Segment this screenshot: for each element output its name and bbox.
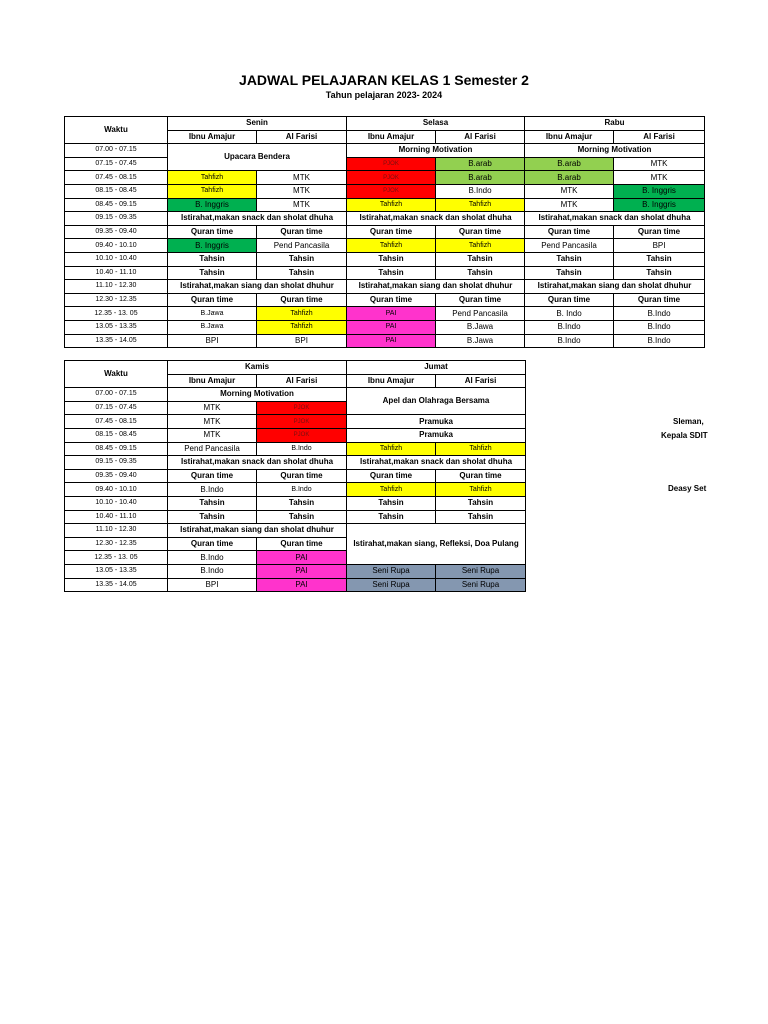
lesson-cell: BPI: [168, 334, 257, 348]
table-row: [65, 334, 705, 348]
time-cell: 08.15 - 08.45: [65, 184, 168, 198]
page-title: JADWAL PELAJARAN KELAS 1 Semester 2: [239, 72, 529, 88]
lesson-cell: Pend Pancasila: [525, 239, 614, 253]
time-cell: 09.40 - 10.10: [65, 483, 168, 497]
time-cell: 10.40 - 11.10: [65, 266, 168, 280]
class-header: Al Farisi: [257, 130, 347, 144]
lesson-cell: MTK: [168, 415, 257, 429]
lesson-cell: B.Indo: [436, 184, 525, 198]
time-cell: 08.45 - 09.15: [65, 442, 168, 456]
lesson-cell: B.Indo: [168, 564, 257, 578]
class-header: Ibnu Amajur: [347, 374, 436, 388]
time-cell: 08.15 - 08.45: [65, 428, 168, 442]
time-cell: 13.05 - 13.35: [65, 564, 168, 578]
class-header: Ibnu Amajur: [168, 130, 257, 144]
table-row: [65, 293, 705, 307]
lesson-cell: Pramuka: [347, 428, 526, 442]
lesson-cell: Tahsin: [257, 496, 347, 510]
table-row: [65, 428, 526, 442]
lesson-cell: Quran time: [257, 537, 347, 551]
lesson-cell: Quran time: [257, 293, 347, 307]
lesson-cell: Tahsin: [614, 266, 705, 280]
time-cell: 10.10 - 10.40: [65, 252, 168, 266]
table-row: [65, 212, 705, 226]
lesson-cell: Istirahat,makan snack dan sholat dhuha: [347, 456, 526, 470]
lesson-cell: B.arab: [525, 171, 614, 185]
table-row: [65, 456, 526, 470]
lesson-cell: Quran time: [614, 225, 705, 239]
lesson-cell: Tahsin: [168, 266, 257, 280]
lesson-cell: Quran time: [525, 293, 614, 307]
lesson-cell: Upacara Bendera: [168, 144, 347, 171]
day-header-jumat: Jumat: [347, 361, 526, 375]
table-row: [65, 524, 526, 538]
time-cell: 11.10 - 12.30: [65, 524, 168, 538]
signature-name: Deasy Set: [668, 484, 707, 493]
lesson-cell: B. Inggris: [168, 198, 257, 212]
lesson-cell: Tahsin: [436, 266, 525, 280]
lesson-cell: Quran time: [168, 293, 257, 307]
lesson-cell: B.Indo: [614, 334, 705, 348]
table-row: [65, 469, 526, 483]
lesson-cell: Tahfizh: [347, 442, 436, 456]
time-cell: 08.45 - 09.15: [65, 198, 168, 212]
time-cell: 09.35 - 09.40: [65, 225, 168, 239]
time-cell: 12.35 - 13. 05: [65, 307, 168, 321]
lesson-cell: Tahsin: [436, 252, 525, 266]
table-row: [65, 266, 705, 280]
time-cell: 07.15 - 07.45: [65, 157, 168, 171]
time-cell: 13.05 - 13.35: [65, 320, 168, 334]
class-header: Ibnu Amajur: [525, 130, 614, 144]
time-cell: 13.35 - 14.05: [65, 578, 168, 592]
class-header: Al Farisi: [257, 374, 347, 388]
lesson-cell: Quran time: [436, 293, 525, 307]
waktu-header: Waktu: [65, 361, 168, 388]
lesson-cell: Seni Rupa: [347, 564, 436, 578]
lesson-cell: BPI: [257, 334, 347, 348]
day-header-selasa: Selasa: [347, 117, 525, 131]
lesson-cell: Quran time: [257, 225, 347, 239]
lesson-cell: Tahsin: [168, 496, 257, 510]
time-cell: 12.30 - 12.35: [65, 537, 168, 551]
lesson-cell: Morning Motivation: [168, 388, 347, 402]
lesson-cell: B.Jawa: [168, 307, 257, 321]
page-subtitle: Tahun pelajaran 2023- 2024: [325, 90, 443, 100]
signature-role: Kepala SDIT: [661, 431, 708, 440]
lesson-cell: PAI: [347, 320, 436, 334]
table-row: [65, 510, 526, 524]
lesson-cell: Quran time: [168, 469, 257, 483]
lesson-cell: Pend Pancasila: [257, 239, 347, 253]
lesson-cell: PJOK: [347, 184, 436, 198]
lesson-cell: Tahsin: [257, 252, 347, 266]
table-row: [65, 252, 705, 266]
lesson-cell: MTK: [525, 184, 614, 198]
lesson-cell: Tahsin: [614, 252, 705, 266]
lesson-cell: Tahfizh: [257, 307, 347, 321]
lesson-cell: Tahfizh: [347, 483, 436, 497]
lesson-cell: PAI: [257, 578, 347, 592]
lesson-cell: Pend Pancasila: [436, 307, 525, 321]
table-row: [65, 225, 705, 239]
lesson-cell: PAI: [347, 307, 436, 321]
lesson-cell: B.Indo: [168, 483, 257, 497]
lesson-cell: Tahfizh: [436, 483, 526, 497]
time-cell: 07.00 - 07.15: [65, 388, 168, 402]
lesson-cell: Tahfizh: [257, 320, 347, 334]
lesson-cell: B. Inggris: [614, 184, 705, 198]
day-header-rabu: Rabu: [525, 117, 705, 131]
lesson-cell: B.Jawa: [436, 320, 525, 334]
day-header-senin: Senin: [168, 117, 347, 131]
lesson-cell: BPI: [614, 239, 705, 253]
table-row: [65, 388, 526, 402]
lesson-cell: Tahsin: [257, 510, 347, 524]
class-header: Ibnu Amajur: [168, 374, 257, 388]
lesson-cell: Quran time: [257, 469, 347, 483]
lesson-cell: Tahsin: [525, 252, 614, 266]
lesson-cell: Tahfizh: [168, 171, 257, 185]
lesson-cell: PJOK: [257, 415, 347, 429]
lesson-cell: MTK: [614, 157, 705, 171]
lesson-cell: Tahfizh: [436, 198, 525, 212]
time-cell: 13.35 - 14.05: [65, 334, 168, 348]
lesson-cell: Tahfizh: [347, 239, 436, 253]
lesson-cell: Seni Rupa: [436, 564, 526, 578]
lesson-cell: Tahfizh: [436, 442, 526, 456]
lesson-cell: Morning Motivation: [347, 144, 525, 158]
lesson-cell: Apel dan Olahraga Bersama: [347, 388, 526, 415]
lesson-cell: Quran time: [347, 469, 436, 483]
lesson-cell: B.arab: [525, 157, 614, 171]
class-header: Ibnu Amajur: [347, 130, 436, 144]
lesson-cell: MTK: [257, 198, 347, 212]
lesson-cell: B.Indo: [614, 307, 705, 321]
lesson-cell: B.Indo: [168, 551, 257, 565]
table-row: [65, 157, 705, 171]
class-header: Al Farisi: [614, 130, 705, 144]
day-header-kamis: Kamis: [168, 361, 347, 375]
lesson-cell: PJOK: [257, 428, 347, 442]
lesson-cell: Quran time: [436, 225, 525, 239]
lesson-cell: Tahsin: [436, 510, 526, 524]
table-row: [65, 496, 526, 510]
lesson-cell: PJOK: [347, 157, 436, 171]
lesson-cell: Quran time: [347, 225, 436, 239]
time-cell: 07.15 - 07.45: [65, 401, 168, 415]
lesson-cell: PAI: [347, 334, 436, 348]
lesson-cell: Morning Motivation: [525, 144, 705, 158]
lesson-cell: Quran time: [525, 225, 614, 239]
lesson-cell: Quran time: [614, 293, 705, 307]
lesson-cell: Tahsin: [347, 510, 436, 524]
class-header: Al Farisi: [436, 130, 525, 144]
lesson-cell: MTK: [614, 171, 705, 185]
lesson-cell: Tahsin: [347, 266, 436, 280]
lesson-cell: B.Jawa: [436, 334, 525, 348]
signature-place: Sleman,: [673, 417, 704, 426]
table-row: [65, 578, 526, 592]
time-cell: 09.15 - 09.35: [65, 456, 168, 470]
lesson-cell: PAI: [257, 564, 347, 578]
lesson-cell: Istirahat,makan siang, Refleksi, Doa Pulang: [347, 524, 526, 565]
time-cell: 09.35 - 09.40: [65, 469, 168, 483]
class-header: Al Farisi: [436, 374, 526, 388]
lesson-cell: Quran time: [168, 537, 257, 551]
lesson-cell: Istirahat,makan siang dan sholat dhuhur: [168, 524, 347, 538]
lesson-cell: B.arab: [436, 171, 525, 185]
time-cell: 11.10 - 12.30: [65, 280, 168, 294]
lesson-cell: Istirahat,makan siang dan sholat dhuhur: [347, 280, 525, 294]
lesson-cell: Tahfizh: [436, 239, 525, 253]
lesson-cell: B.arab: [436, 157, 525, 171]
table-row: [65, 184, 705, 198]
lesson-cell: Tahfizh: [347, 198, 436, 212]
lesson-cell: Quran time: [347, 293, 436, 307]
table-row: [65, 198, 705, 212]
lesson-cell: Tahsin: [168, 510, 257, 524]
lesson-cell: Quran time: [168, 225, 257, 239]
lesson-cell: Tahsin: [525, 266, 614, 280]
lesson-cell: MTK: [257, 184, 347, 198]
lesson-cell: Istirahat,makan snack dan sholat dhuha: [168, 212, 347, 226]
lesson-cell: Tahsin: [436, 496, 526, 510]
lesson-cell: Pramuka: [347, 415, 526, 429]
lesson-cell: Seni Rupa: [347, 578, 436, 592]
time-cell: 12.35 - 13. 05: [65, 551, 168, 565]
waktu-header: Waktu: [65, 117, 168, 144]
lesson-cell: B.Jawa: [168, 320, 257, 334]
time-cell: 12.30 - 12.35: [65, 293, 168, 307]
lesson-cell: Tahsin: [347, 252, 436, 266]
table-row: [65, 442, 526, 456]
lesson-cell: Istirahat,makan snack dan sholat dhuha: [525, 212, 705, 226]
lesson-cell: Istirahat,makan siang dan sholat dhuhur: [525, 280, 705, 294]
lesson-cell: B.Indo: [614, 320, 705, 334]
time-cell: 09.15 - 09.35: [65, 212, 168, 226]
lesson-cell: B.Indo: [525, 334, 614, 348]
time-cell: 10.10 - 10.40: [65, 496, 168, 510]
schedule-table-2: [64, 360, 526, 592]
time-cell: 07.45 - 08.15: [65, 171, 168, 185]
table-row: [65, 239, 705, 253]
table-row: [65, 320, 705, 334]
lesson-cell: PJOK: [347, 171, 436, 185]
lesson-cell: Tahfizh: [168, 184, 257, 198]
lesson-cell: B.Indo: [257, 483, 347, 497]
lesson-cell: Tahsin: [168, 252, 257, 266]
time-cell: 07.45 - 08.15: [65, 415, 168, 429]
lesson-cell: Tahsin: [257, 266, 347, 280]
lesson-cell: B. Indo: [525, 307, 614, 321]
table-row: [65, 483, 526, 497]
lesson-cell: MTK: [257, 171, 347, 185]
time-cell: 07.00 - 07.15: [65, 144, 168, 158]
lesson-cell: B.Indo: [525, 320, 614, 334]
lesson-cell: Tahsin: [347, 496, 436, 510]
table-row: [65, 171, 705, 185]
time-cell: 09.40 - 10.10: [65, 239, 168, 253]
table-row: [65, 564, 526, 578]
lesson-cell: PJOK: [257, 401, 347, 415]
schedule-table-1: [64, 116, 705, 348]
lesson-cell: MTK: [168, 428, 257, 442]
table-row: [65, 415, 526, 429]
table-row: [65, 280, 705, 294]
lesson-cell: Istirahat,makan siang dan sholat dhuhur: [168, 280, 347, 294]
lesson-cell: Quran time: [436, 469, 526, 483]
lesson-cell: B. Inggris: [168, 239, 257, 253]
lesson-cell: MTK: [525, 198, 614, 212]
lesson-cell: B.Indo: [257, 442, 347, 456]
lesson-cell: Istirahat,makan snack dan sholat dhuha: [168, 456, 347, 470]
lesson-cell: Istirahat,makan snack dan sholat dhuha: [347, 212, 525, 226]
lesson-cell: PAI: [257, 551, 347, 565]
table-row: [65, 144, 705, 158]
lesson-cell: Pend Pancasila: [168, 442, 257, 456]
time-cell: 10.40 - 11.10: [65, 510, 168, 524]
lesson-cell: MTK: [168, 401, 257, 415]
lesson-cell: Seni Rupa: [436, 578, 526, 592]
lesson-cell: B. Inggris: [614, 198, 705, 212]
table-row: [65, 307, 705, 321]
lesson-cell: BPI: [168, 578, 257, 592]
